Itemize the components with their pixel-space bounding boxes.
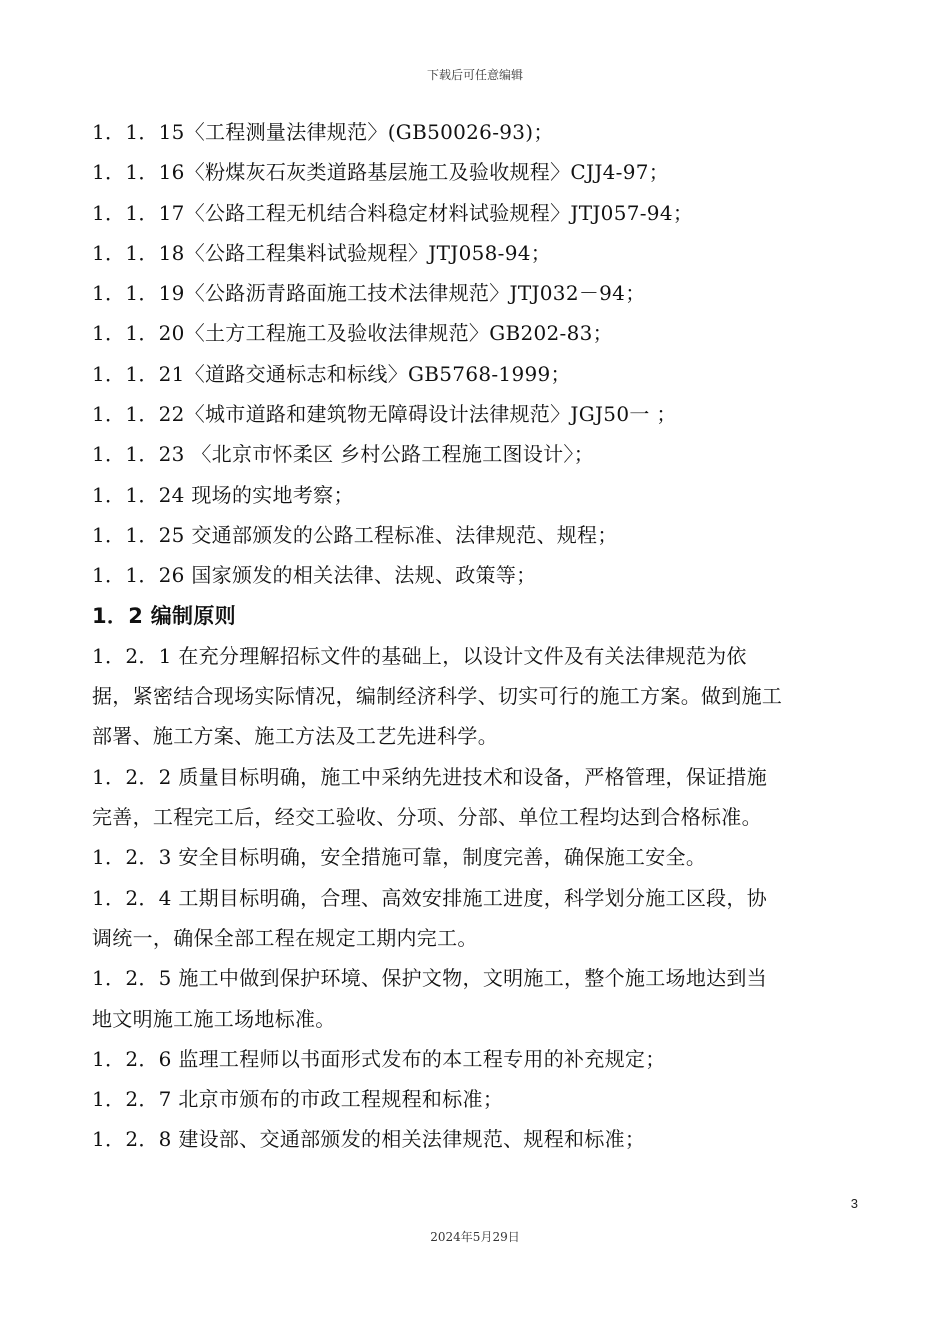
text-line: 地文明施工施工场地标准。: [92, 1006, 336, 1031]
text-line: 1．1．24 现场的实地考察；: [92, 482, 354, 507]
text-line: 1．1．17〈公路工程无机结合料稳定材料试验规程〉JTJ057-94；: [92, 200, 694, 225]
text-line: 1．1．20〈土方工程施工及验收法律规范〉GB202-83；: [92, 321, 613, 346]
text-line: 1．1．16〈粉煤灰石灰类道路基层施工及验收规程〉CJJ4-97；: [92, 160, 670, 185]
text-line: 1．1．25 交通部颁发的公路工程标准、法律规范、规程；: [92, 522, 618, 547]
footer-date: 2024年5月29日: [430, 1230, 520, 1244]
text-line: 1．2．2 质量目标明确，施工中采纳先进技术和设备，严格管理，保证措施: [92, 764, 768, 789]
text-line: 1．1．23 〈北京市怀柔区 乡村公路工程施工图设计〉；: [92, 442, 595, 467]
text-line: 1．2．1 在充分理解招标文件的基础上，以设计文件及有关法律规范为依: [92, 643, 747, 668]
text-line: 部署、施工方案、施工方法及工艺先进科学。: [92, 724, 498, 749]
text-line: 1．2．7 北京市颁布的市政工程规程和标准；: [92, 1087, 504, 1112]
text-line: 1．2．8 建设部、交通部颁发的相关法律规范、规程和标准；: [92, 1127, 646, 1152]
section-heading: 1．2 编制原则: [92, 603, 236, 628]
text-line: 1．2．4 工期目标明确，合理、高效安排施工进度，科学划分施工区段，协: [92, 885, 768, 910]
document-body: [92, 112, 860, 1160]
text-line: 调统一，确保全部工程在规定工期内完工。: [92, 925, 478, 950]
text-line: 1．1．18〈公路工程集料试验规程〉JTJ058-94；: [92, 240, 552, 265]
text-line: 1．1．26 国家颁发的相关法律、法规、政策等；: [92, 563, 537, 588]
text-line: 1．1．22〈城市道路和建筑物无障碍设计法律规范〉JGJ50一 ；: [92, 402, 677, 427]
text-line: 1．2．3 安全目标明确，安全措施可靠，制度完善，确保施工安全。: [92, 845, 707, 870]
page-header: 下载后可任意编辑: [426, 68, 523, 82]
text-line: 1．1．15〈工程测量法律规范〉(GB50026-93)；: [92, 120, 554, 144]
text-line: 1．1．19〈公路沥青路面施工技术法律规范〉JTJ032－94；: [92, 281, 646, 306]
text-line: 完善，工程完工后，经交工验收、分项、分部、单位工程均达到合格标准。: [92, 805, 762, 830]
text-line: 据，紧密结合现场实际情况，编制经济科学、切实可行的施工方案。做到施工: [92, 684, 783, 709]
text-line: 1．2．6 监理工程师以书面形式发布的本工程专用的补充规定；: [92, 1046, 666, 1071]
text-line: 1．1．21〈道路交通标志和标线〉GB5768-1999；: [92, 361, 571, 386]
text-line: 1．2．5 施工中做到保护环境、保护文物，文明施工，整个施工场地达到当: [92, 966, 768, 991]
page-number: 3: [850, 1196, 858, 1211]
